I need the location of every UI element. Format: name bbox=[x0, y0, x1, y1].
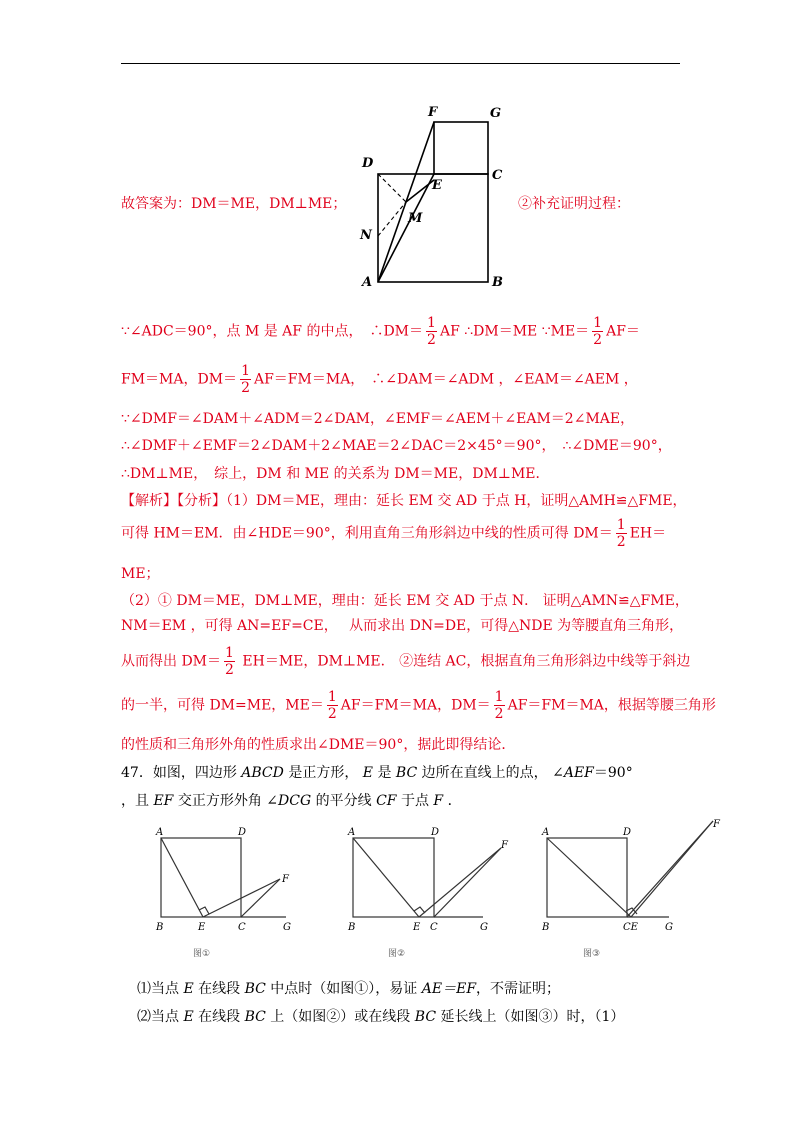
svg-text:D: D bbox=[623, 827, 632, 838]
analysis-text: 的一半，可得 DM=ME，ME＝ bbox=[121, 697, 324, 714]
analysis-line-6 bbox=[121, 646, 690, 677]
analysis-line-2 bbox=[121, 518, 666, 549]
label-m: M bbox=[408, 211, 423, 226]
proof-text: AF＝ bbox=[606, 323, 640, 340]
analysis-text: EH＝ME，DM⊥ME． ②连结 AC，根据直角三角形斜边中线等于斜边 bbox=[237, 653, 691, 670]
proof-line-1 bbox=[121, 316, 640, 347]
fraction: $\frac{1}{2}$ bbox=[494, 689, 504, 722]
figure-2 bbox=[343, 822, 513, 964]
analysis-line-1: 【解析】【分析】（1）DM＝ME，理由：延长 EM 交 AD 于点 H，证明△AMH≌△FME， bbox=[121, 493, 687, 509]
svg-text:B: B bbox=[348, 922, 356, 933]
analysis-text: 可得 HM＝EM．由∠HDE＝90°，利用直角三角形斜边中线的性质可得 DM＝ bbox=[121, 525, 613, 542]
analysis-line-5: NM＝EM ，可得 AN=EF=CE， 从而求出 DN=DE，可得△NDE 为等腰直角三角形， bbox=[121, 618, 684, 634]
analysis-line-7 bbox=[121, 690, 716, 721]
label-g: G bbox=[490, 106, 502, 121]
proof-line-4: ∴∠DMF＋∠EMF＝2∠DAM＋2∠MAE＝2∠DAC＝2×45°＝90°， ∴∠DME＝90°， bbox=[121, 438, 672, 454]
fraction: $\frac{1}{2}$ bbox=[427, 315, 436, 348]
problem-line-2: ，且 EF 交正方形外角 ∠DCG 的平分线 CF 于点 F ． bbox=[121, 793, 462, 809]
svg-text:F: F bbox=[282, 874, 289, 885]
analysis-line-8: 的性质和三角形外角的性质求出∠DME＝90°，据此即得结论． bbox=[121, 737, 516, 753]
answer-left: 故答案为：DM＝ME，DM⊥ME； bbox=[121, 196, 347, 212]
proof-line-5: ∴DM⊥ME， 综上，DM 和 ME 的关系为 DM＝ME，DM⊥ME． bbox=[121, 466, 550, 482]
figure-1 bbox=[150, 822, 300, 964]
figure-2-caption: 图② bbox=[388, 949, 406, 959]
proof-text: AF＝FM＝MA， ∴∠DAM＝∠ADM ，∠EAM＝∠AEM ， bbox=[253, 371, 638, 388]
svg-text:B: B bbox=[156, 922, 164, 933]
proof-line-2 bbox=[121, 364, 638, 395]
analysis-line-3: ME； bbox=[121, 566, 160, 582]
svg-text:E: E bbox=[198, 922, 206, 933]
figure-3 bbox=[537, 815, 727, 965]
fraction: $\frac{1}{2}$ bbox=[327, 689, 337, 722]
svg-text:A: A bbox=[542, 827, 550, 838]
svg-text:F: F bbox=[501, 840, 508, 851]
label-f: F bbox=[428, 105, 438, 120]
analysis-text: AF＝FM＝MA，根据等腰三角形 bbox=[507, 697, 716, 714]
header-rule bbox=[121, 63, 680, 64]
svg-text:G: G bbox=[283, 922, 291, 933]
svg-text:A: A bbox=[348, 827, 356, 838]
proof-text: ∵∠ADC＝90°，点 M 是 AF 的中点， ∴DM＝ bbox=[121, 323, 424, 340]
proof-line-3: ∵∠DMF＝∠DAM＋∠ADM＝2∠DAM，∠EMF＝∠AEM＋∠EAM＝2∠MAE， bbox=[121, 411, 635, 427]
analysis-text: 从而得出 DM＝ bbox=[121, 653, 222, 670]
fraction: $\frac{1}{2}$ bbox=[241, 363, 250, 396]
svg-text:B: B bbox=[542, 922, 550, 933]
fraction: $\frac{1}{2}$ bbox=[225, 645, 234, 678]
top-figure bbox=[350, 96, 520, 296]
label-c: C bbox=[492, 168, 503, 183]
proof-text: FM＝MA，DM＝ bbox=[121, 371, 238, 388]
line-ae bbox=[378, 174, 434, 282]
svg-text:E: E bbox=[413, 922, 421, 933]
square-fgce bbox=[434, 122, 488, 174]
label-a: A bbox=[362, 275, 373, 290]
svg-text:G: G bbox=[480, 922, 488, 933]
proof-text: AF ∴DM＝ME ∵ME＝ bbox=[439, 323, 590, 340]
svg-text:F: F bbox=[713, 819, 720, 830]
fraction: $\frac{1}{2}$ bbox=[616, 517, 626, 550]
label-e: E bbox=[432, 178, 442, 193]
label-d: D bbox=[362, 156, 374, 171]
analysis-text: EH＝ bbox=[629, 525, 667, 542]
analysis-line-4: （2）① DM＝ME，DM⊥ME，理由：延长 EM 交 AD 于点 N． 证明△AMN≌△FME， bbox=[121, 593, 689, 609]
svg-text:CE: CE bbox=[623, 922, 638, 933]
fraction: $\frac{1}{2}$ bbox=[593, 315, 603, 348]
svg-text:A: A bbox=[156, 827, 164, 838]
figure-3-caption: 图③ bbox=[583, 949, 601, 959]
svg-text:C: C bbox=[430, 922, 438, 933]
answer-right: ②补充证明过程： bbox=[518, 196, 630, 212]
dashed-nm bbox=[378, 202, 406, 236]
dashed-dm bbox=[378, 174, 406, 202]
question-1: ⑴当点 E 在线段 BC 中点时（如图①），易证 AE＝EF，不需证明； bbox=[137, 981, 561, 997]
question-2: ⑵当点 E 在线段 BC 上（如图②）或在线段 BC 延长线上（如图③）时，（1） bbox=[137, 1009, 625, 1025]
problem-line-1: 47．如图，四边形 ABCD 是正方形， E 是 BC 边所在直线上的点， ∠AEF＝90° bbox=[121, 765, 633, 781]
svg-text:D: D bbox=[431, 827, 440, 838]
svg-text:C: C bbox=[238, 922, 246, 933]
svg-text:D: D bbox=[238, 827, 247, 838]
figure-1-caption: 图① bbox=[193, 949, 211, 959]
svg-text:G: G bbox=[665, 922, 673, 933]
label-n: N bbox=[360, 228, 372, 243]
analysis-text: AF＝FM＝MA，DM＝ bbox=[340, 697, 491, 714]
label-b: B bbox=[492, 275, 503, 290]
